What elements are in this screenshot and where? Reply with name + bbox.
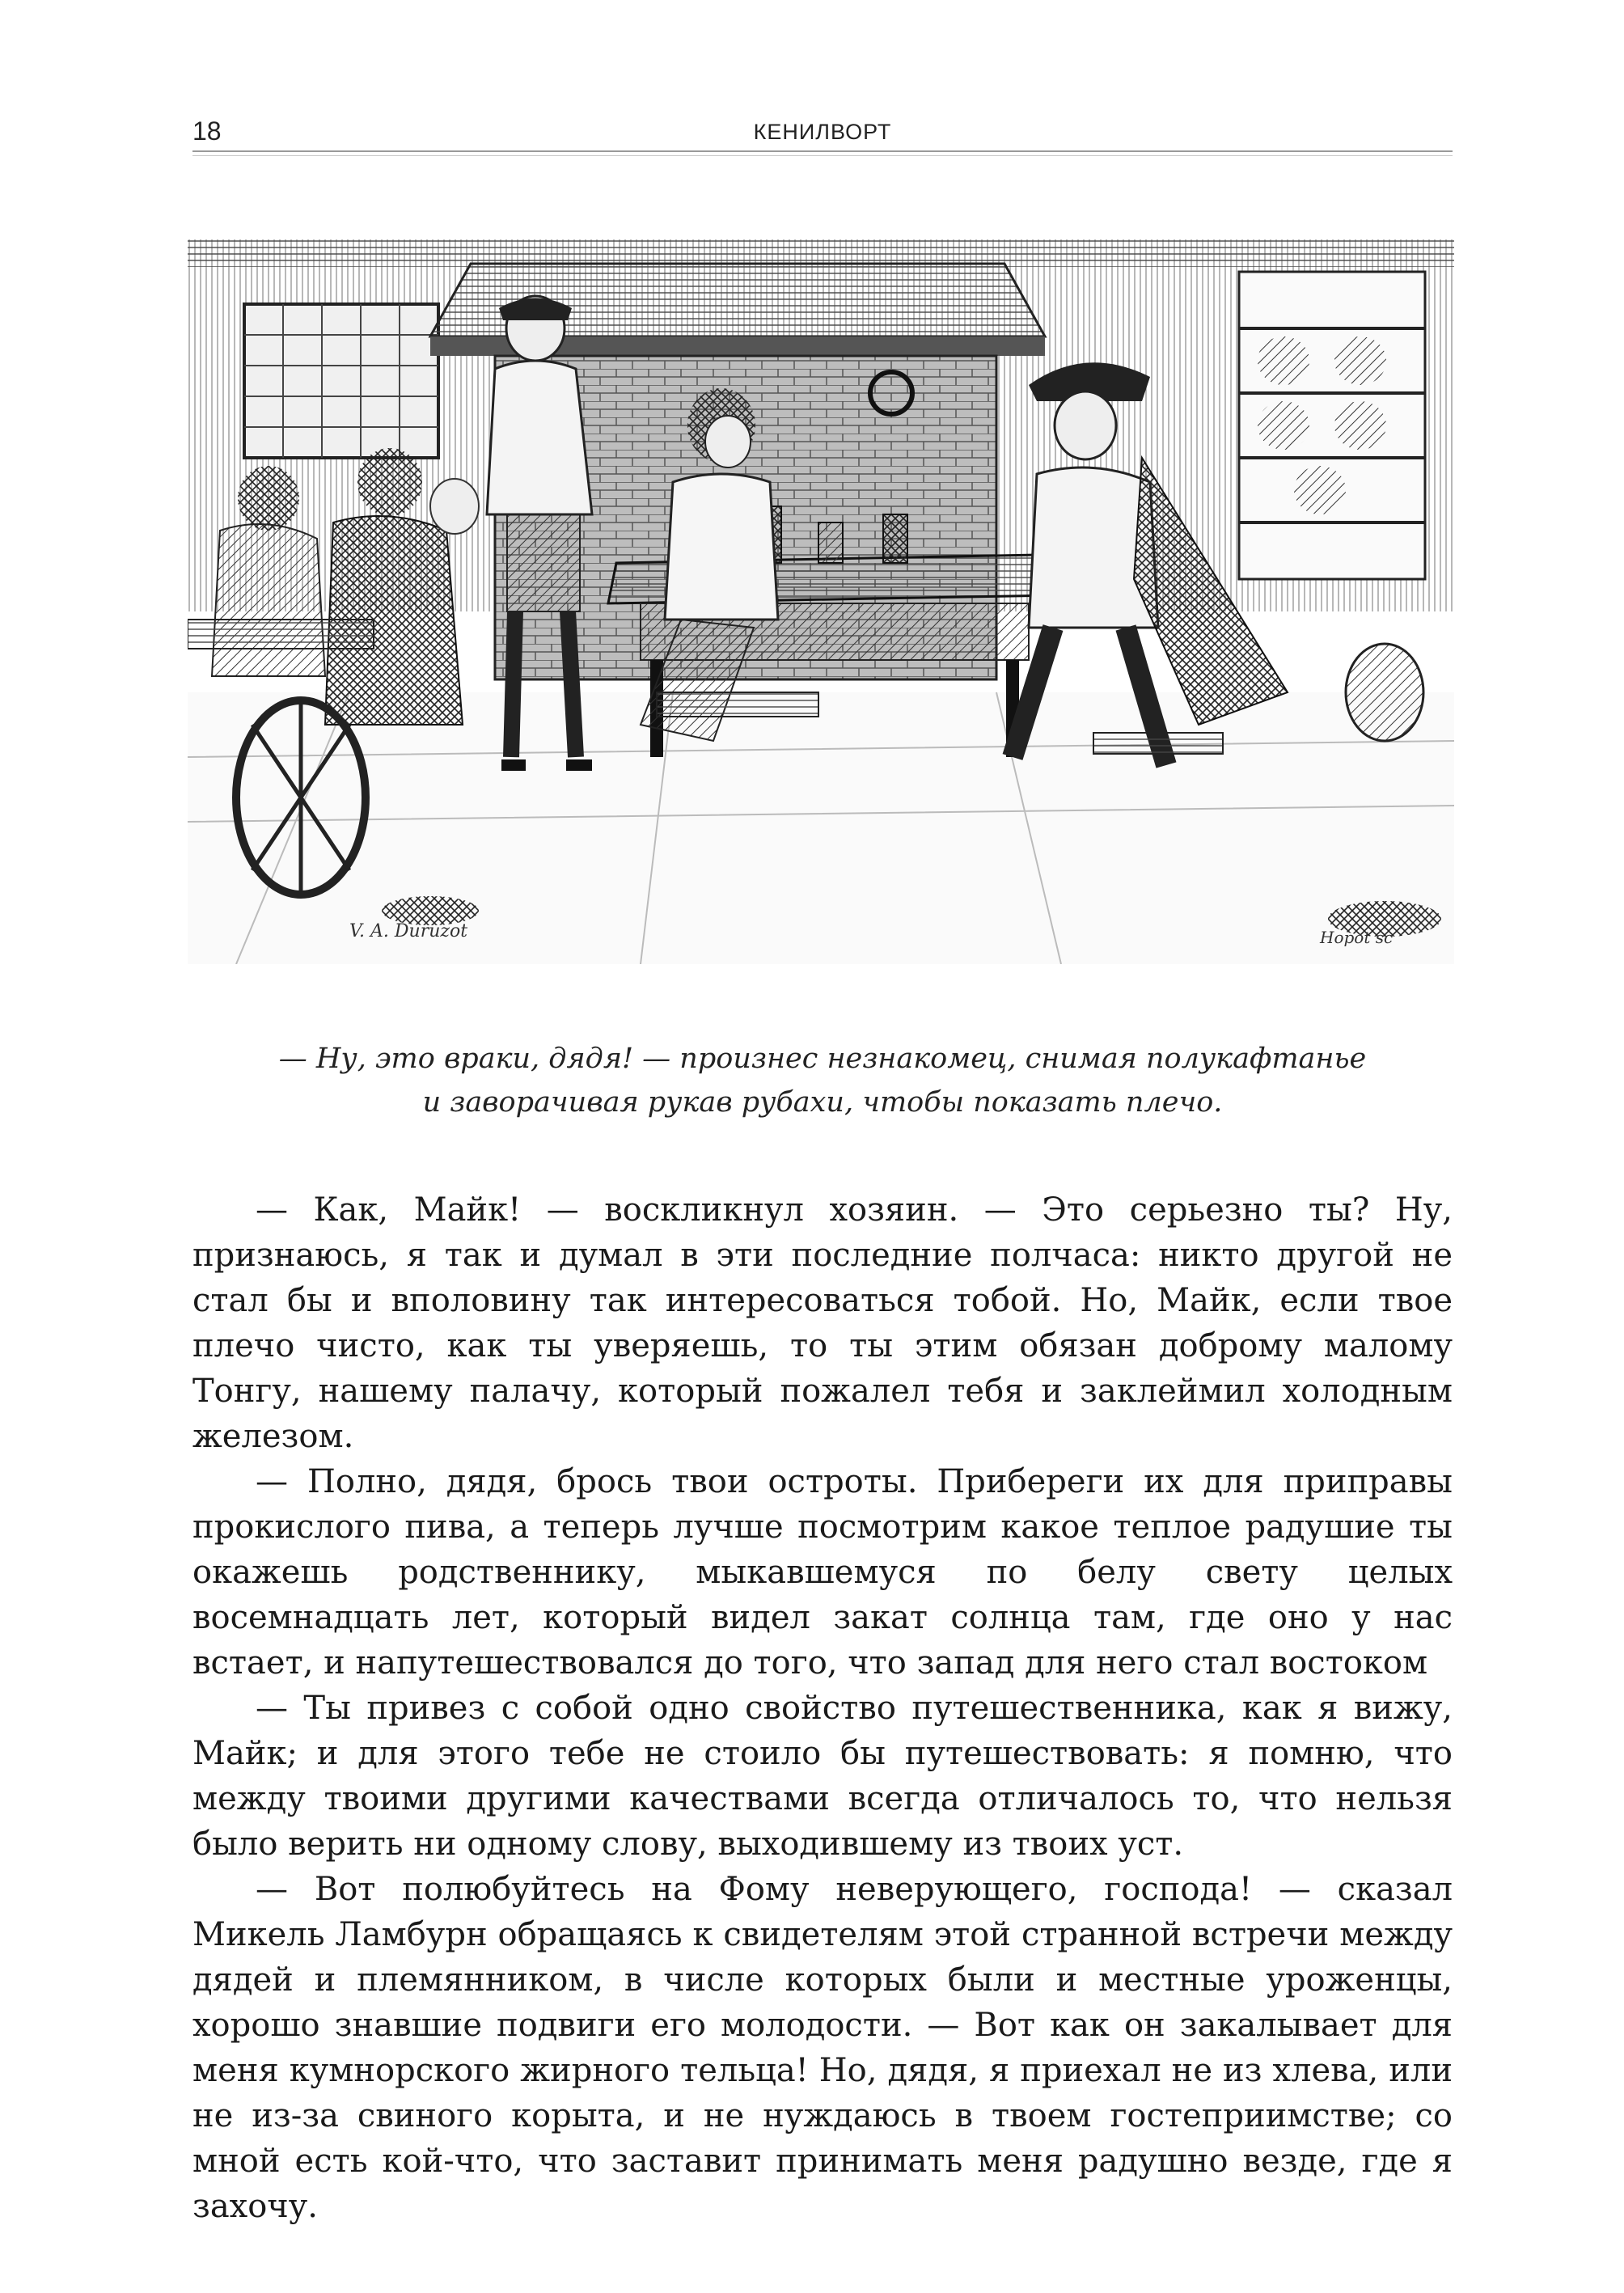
caption-line-1: — Ну, это враки, дядя! — произнес незнакомец, снимая полукафтанье — [278, 1043, 1367, 1075]
header-rule-thin — [192, 155, 1453, 156]
engraving-signature-left: V. A. Duruzot — [349, 921, 468, 941]
running-title: КЕНИЛВОРТ — [753, 120, 892, 144]
paragraph: — Как, Майк! — воскликнул хозяин. — Это серьезно ты? Ну, признаюсь, я так и думал в эти последние полчаса: никто другой не стал бы и вполовину так интересоваться тобой. Но, Майк, если твое плечо чисто, как ты уверяешь, то ты этим обязан доброму малому Тонгу, нашему палачу, который пожалел тебя и заклеймил холодным железом. — [192, 1191, 1453, 1455]
paragraph: — Ты привез с собой одно свойство путешественника, как я вижу, Майк; и для этого тебе не стоило бы путешествовать: я помню, что между твоими другими качествами всегда отличалось то, что нельзя было верить ни одному слову, выходившему из твоих уст. — [192, 1690, 1453, 1863]
caption-line-2: и заворачивая рукав рубахи, чтобы показать плечо. — [422, 1086, 1223, 1119]
running-head — [192, 112, 1453, 152]
engraving-image — [188, 239, 1454, 964]
engraving-signature-right: Hopot sc — [1320, 928, 1394, 947]
paragraph: — Вот полюбуйтесь на Фому неверующего, господа! — сказал Микель Ламбурн обращаясь к свидетелям этой странной встречи между дядей и племянником, в числе которых были и местные уроженцы, хорошо знавшие подвиги его молодости. — Вот как он закалывает для меня кумнорского жирного тельца! Но, дядя, я приехал не из хлева, или не из-за свиного корыта, и не нуждаюсь в твоем гостеприимстве; со мной есть кой-что, что заставит принимать меня радушно везде, где я захочу. — [192, 1871, 1453, 2225]
header-rule — [192, 150, 1453, 152]
paragraph: — Полно, дядя, брось твои остроты. Прибереги их для приправы прокислого пива, а теперь лучше посмотрим какое теплое радушие ты окажешь родственнику, мыкавшемуся по белу свету целых восемнадцать лет, который видел закат солнца там, где оно у нас встает, и напутешествовался до того, что запад для него стал востоком — [192, 1463, 1453, 1682]
illustration-caption — [192, 1037, 1453, 1124]
tavern-engraving — [188, 239, 1454, 964]
page-number: 18 — [192, 116, 222, 146]
body-text — [192, 1187, 1453, 2229]
